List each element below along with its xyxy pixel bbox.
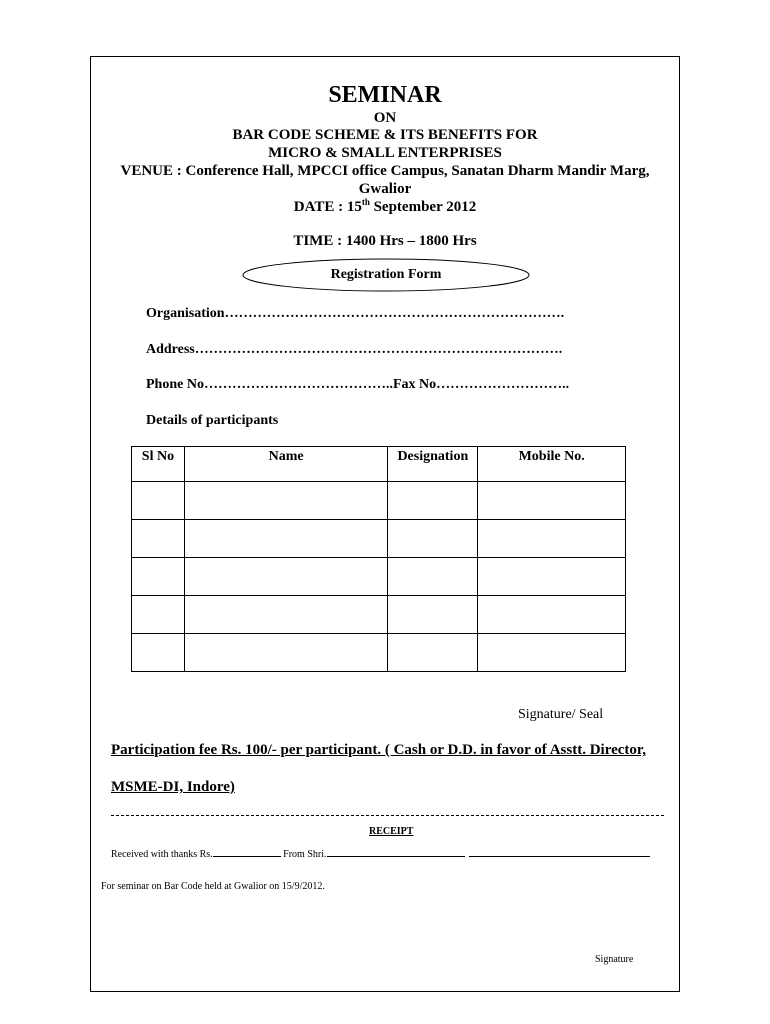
participation-fee-line-2: MSME-DI, Indore) bbox=[111, 779, 235, 795]
received-line bbox=[111, 847, 650, 860]
cell-name[interactable] bbox=[184, 520, 387, 558]
registration-form-label: Registration Form bbox=[330, 267, 442, 282]
cell-mobile-no[interactable] bbox=[478, 558, 626, 596]
cell-name[interactable] bbox=[184, 596, 387, 634]
from-name-blank[interactable] bbox=[327, 847, 465, 857]
cell-sl-no[interactable] bbox=[132, 558, 185, 596]
phone-fax-field[interactable]: Phone No…………………………………..Fax No……………………….. bbox=[146, 377, 570, 392]
registration-form-banner bbox=[242, 258, 530, 292]
cell-name[interactable] bbox=[184, 634, 387, 672]
address-field[interactable]: Address……………………………………………………………………. bbox=[146, 342, 563, 357]
receipt-signature-label: Signature bbox=[595, 954, 634, 965]
cell-designation[interactable] bbox=[388, 520, 478, 558]
table-header-row bbox=[132, 447, 626, 482]
table-row bbox=[132, 634, 626, 672]
participation-fee-line-1: Participation fee Rs. 100/- per participant. ( Cash or D.D. in favor of Asstt. Director, bbox=[111, 742, 646, 758]
cell-mobile-no[interactable] bbox=[478, 596, 626, 634]
cell-mobile-no[interactable] bbox=[478, 482, 626, 520]
cell-mobile-no[interactable] bbox=[478, 634, 626, 672]
subtitle-line-1: BAR CODE SCHEME & ITS BENEFITS FOR bbox=[232, 127, 538, 143]
venue-line: VENUE : Conference Hall, MPCCI office Campus, Sanatan Dharm Mandir Marg, bbox=[120, 163, 650, 179]
table-row bbox=[132, 520, 626, 558]
date-superscript: th bbox=[361, 197, 370, 207]
received-label: Received with thanks Rs. bbox=[111, 849, 213, 860]
cell-sl-no[interactable] bbox=[132, 596, 185, 634]
cell-designation[interactable] bbox=[388, 482, 478, 520]
cell-sl-no[interactable] bbox=[132, 634, 185, 672]
signature-seal-label: Signature/ Seal bbox=[518, 707, 604, 722]
from-name-blank-2[interactable] bbox=[469, 847, 650, 857]
venue-city: Gwalior bbox=[358, 181, 412, 197]
title-on: ON bbox=[373, 110, 397, 126]
cell-designation[interactable] bbox=[388, 634, 478, 672]
date-prefix: DATE : 15 bbox=[293, 199, 362, 215]
header-name: Name bbox=[184, 447, 387, 482]
header-designation: Designation bbox=[388, 447, 478, 482]
cell-mobile-no[interactable] bbox=[478, 520, 626, 558]
header-mobile-no: Mobile No. bbox=[478, 447, 626, 482]
cell-name[interactable] bbox=[184, 482, 387, 520]
cell-sl-no[interactable] bbox=[132, 482, 185, 520]
from-label: From Shri. bbox=[280, 849, 327, 860]
page-title: SEMINAR bbox=[328, 82, 442, 108]
cut-line-divider bbox=[111, 815, 664, 816]
table-row bbox=[132, 558, 626, 596]
time-line: TIME : 1400 Hrs – 1800 Hrs bbox=[293, 233, 477, 249]
date-suffix: September 2012 bbox=[369, 199, 477, 215]
header-sl-no: Sl No bbox=[132, 447, 185, 482]
for-seminar-line: For seminar on Bar Code held at Gwalior on 15/9/2012. bbox=[101, 881, 325, 892]
table-row bbox=[132, 482, 626, 520]
cell-designation[interactable] bbox=[388, 558, 478, 596]
subtitle-line-2: MICRO & SMALL ENTERPRISES bbox=[268, 145, 502, 161]
amount-blank[interactable] bbox=[213, 847, 281, 857]
details-of-participants-label: Details of participants bbox=[146, 413, 279, 428]
date-line bbox=[0, 197, 770, 216]
table-row bbox=[132, 596, 626, 634]
receipt-title: RECEIPT bbox=[369, 826, 414, 837]
organisation-field[interactable]: Organisation………………………………………………………………. bbox=[146, 306, 565, 321]
cell-name[interactable] bbox=[184, 558, 387, 596]
cell-designation[interactable] bbox=[388, 596, 478, 634]
participants-table bbox=[131, 446, 626, 672]
cell-sl-no[interactable] bbox=[132, 520, 185, 558]
